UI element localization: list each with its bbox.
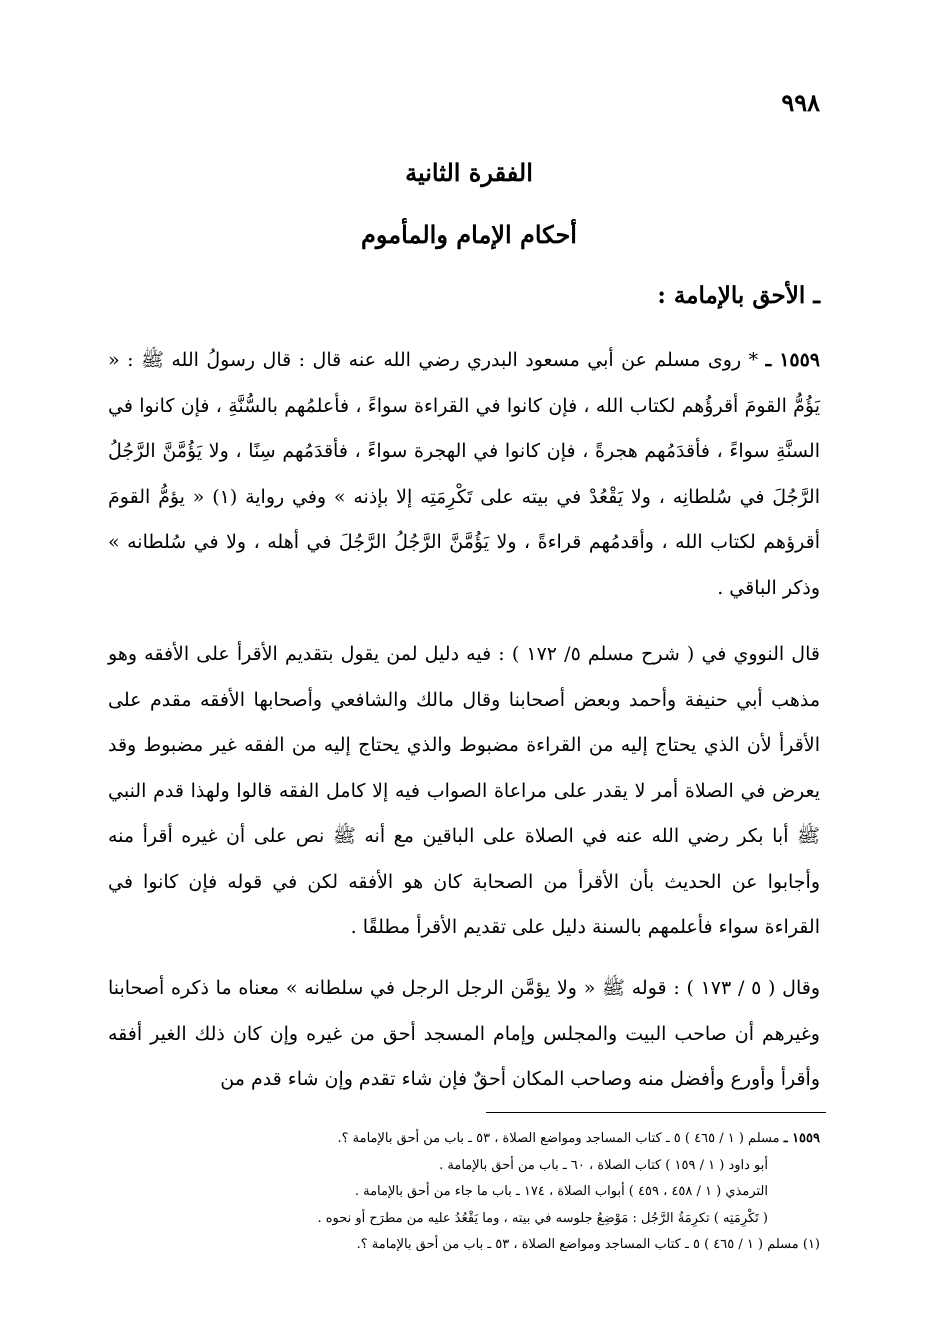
commentary-paragraph (108, 966, 820, 1112)
footnote-text: الترمذي ( ١ / ٤٥٨ ، ٤٥٩ ) أبواب الصلاة ، ١٧٤ ـ باب ما جاء من أحق بالإمامة . (354, 1184, 768, 1199)
footnote-item (108, 1206, 820, 1233)
footnotes (108, 1126, 820, 1259)
page-number: ٩٩٨ (781, 88, 820, 117)
footnote-number: ١٥٥٩ ـ (783, 1131, 820, 1146)
footnote-text: مسلم ( ١ / ٤٦٥ ) ٥ ـ كتاب المساجد ومواضع الصلاة ، ٥٣ ـ باب من أحق بالإمامة ؟. (337, 1131, 784, 1146)
commentary-paragraph (108, 632, 820, 962)
hadith-text: * روى مسلم عن أبي مسعود البدري رضي الله عنه قال : قال رسولُ الله ﷺ : « يَؤُمُّ القومَ أقرؤُهم لكتاب الله ، فإن كانوا في القراءة سواءً ، فأعلمُهم بالسُّنَّةِ ، فإن كانوا في السنَّةِ سواءً ، فأقدَمُهم هجرةً ، فإن كانوا في الهجرة سواءً ، فأقدَمُهم سِنًا ، ولا يَؤُمَّنَّ الرَّجُلُ الرَّجُلَ في سُلطانِه ، ولا يَقْعُدْ في بيته على تَكْرِمَتِه إلا بإذنه » وفي رواية (١) « يؤمُّ القومَ أقرؤهم لكتاب الله ، وأقدمُهم قراءةً ، ولا يَؤُمَّنَّ الرَّجُلُ الرَّجُلَ في أهله ، ولا في سُلطانه » وذكر الباقي . (108, 349, 820, 599)
footnote-text: أبو داود ( ١ / ١٥٩ ) كتاب الصلاة ، ٦٠ ـ باب من أحق بالإمامة . (439, 1157, 768, 1173)
footnote-text: (١) مسلم ( ١ / ٤٦٥ ) ٥ ـ كتاب المساجد ومواضع الصلاة ، ٥٣ ـ باب من أحق بالإمامة ؟. (356, 1237, 820, 1252)
footnote-item (108, 1153, 820, 1180)
footnote-item (108, 1126, 820, 1153)
footnote-text: ( تَكْرِمَتِه ) تكرِمَةُ الرَّجُل : مَوْضِعُ جلوسه في بيته ، وما يَقْعُدُ عليه من مطرَح أو نحوه . (317, 1210, 768, 1226)
commentary-text: وقال ( ٥ / ١٧٣ ) : قوله ﷺ « ولا يؤمَّن الرجل الرجل في سلطانه » معناه ما ذكره أصحابنا وغيرهم أن صاحب البيت والمجلس وإمام المسجد أحق من غيره وإن كان ذلك الغير أفقه وأقرأ وأورع وأفضل منه وصاحب المكان أحقٌ فإن شاء تقدم وإن شاء قدم من (108, 977, 821, 1090)
section-title: ـ الأحق بالإمامة : (657, 282, 820, 309)
chapter-heading: الفقرة الثانية (405, 158, 533, 187)
hadith-paragraph (108, 338, 820, 618)
footnote-item (108, 1232, 820, 1259)
chapter-subheading: أحكام الإمام والمأموم (361, 220, 577, 249)
hadith-number: ١٥٥٩ ـ (765, 349, 821, 371)
footnote-item (108, 1179, 820, 1206)
footnote-divider (486, 1112, 826, 1113)
commentary-text: قال النووي في ( شرح مسلم ٥/ ١٧٢ ) : فيه دليل لمن يقول بتقديم الأقرأ على الأفقه وهو مذهب أبي حنيفة وأحمد وبعض أصحابنا وقال مالك والشافعي وأصحابها الأفقه مقدم على الأقرأ لأن الذي يحتاج إليه من القراءة مضبوط والذي يحتاج إليه من الفقه غير مضبوط وقد يعرض في الصلاة أمر لا يقدر على مراعاة الصواب فيه إلا كامل الفقه قالوا ولهذا قدم النبي ﷺ أبا بكر رضي الله عنه في الصلاة على الباقين مع أنه ﷺ نص على أن غيره أقرأ منه وأجابوا عن الحديث بأن الأقرأ من الصحابة كان هو الأفقه لكن في قوله فإن كانوا في القراءة سواء فأعلمهم بالسنة دليل على تقديم الأقرأ مطلقًا . (108, 643, 820, 938)
